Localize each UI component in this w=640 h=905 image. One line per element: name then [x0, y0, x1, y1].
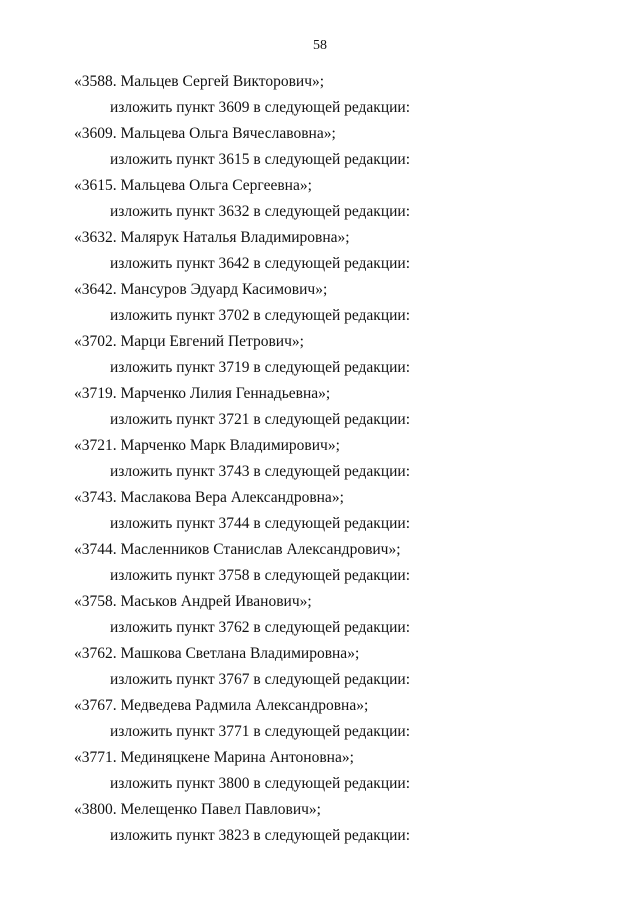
list-entry: «3767. Медведева Радмила Александровна»; — [74, 697, 369, 714]
list-entry: «3744. Масленников Станислав Александрович»; — [74, 541, 401, 558]
amendment-instruction: изложить пункт 3721 в следующей редакции: — [110, 411, 411, 428]
list-entry: «3632. Малярук Наталья Владимировна»; — [74, 229, 350, 246]
amendment-instruction: изложить пункт 3632 в следующей редакции: — [110, 203, 411, 220]
page-number: 58 — [313, 38, 327, 53]
list-entry: «3642. Мансуров Эдуард Касимович»; — [74, 281, 328, 298]
amendment-instruction: изложить пункт 3744 в следующей редакции: — [110, 515, 411, 532]
list-entry: «3758. Маськов Андрей Иванович»; — [74, 593, 312, 610]
list-entry: «3609. Мальцева Ольга Вячеславовна»; — [74, 125, 336, 142]
amendment-instruction: изложить пункт 3609 в следующей редакции: — [110, 99, 411, 116]
list-entry: «3588. Мальцев Сергей Викторович»; — [74, 73, 325, 90]
list-entry: «3743. Маслакова Вера Александровна»; — [74, 489, 344, 506]
amendment-instruction: изложить пункт 3702 в следующей редакции: — [110, 307, 411, 324]
amendment-instruction: изложить пункт 3823 в следующей редакции: — [110, 827, 411, 844]
list-entry: «3702. Марци Евгений Петрович»; — [74, 333, 304, 350]
list-entry: «3762. Машкова Светлана Владимировна»; — [74, 645, 360, 662]
amendment-instruction: изложить пункт 3615 в следующей редакции: — [110, 151, 411, 168]
list-entry: «3615. Мальцева Ольга Сергеевна»; — [74, 177, 312, 194]
amendment-instruction: изложить пункт 3743 в следующей редакции: — [110, 463, 411, 480]
list-entry: «3771. Мединяцкене Марина Антоновна»; — [74, 749, 354, 766]
list-entry: «3800. Мелещенко Павел Павлович»; — [74, 801, 321, 818]
amendment-instruction: изложить пункт 3719 в следующей редакции: — [110, 359, 411, 376]
amendment-instruction: изложить пункт 3642 в следующей редакции: — [110, 255, 411, 272]
list-entry: «3721. Марченко Марк Владимирович»; — [74, 437, 340, 454]
list-entry: «3719. Марченко Лилия Геннадьевна»; — [74, 385, 331, 402]
amendment-instruction: изложить пункт 3771 в следующей редакции: — [110, 723, 411, 740]
amendment-instruction: изложить пункт 3800 в следующей редакции: — [110, 775, 411, 792]
amendment-instruction: изложить пункт 3758 в следующей редакции: — [110, 567, 411, 584]
amendment-instruction: изложить пункт 3762 в следующей редакции: — [110, 619, 411, 636]
amendment-instruction: изложить пункт 3767 в следующей редакции: — [110, 671, 411, 688]
document-body — [0, 69, 640, 849]
